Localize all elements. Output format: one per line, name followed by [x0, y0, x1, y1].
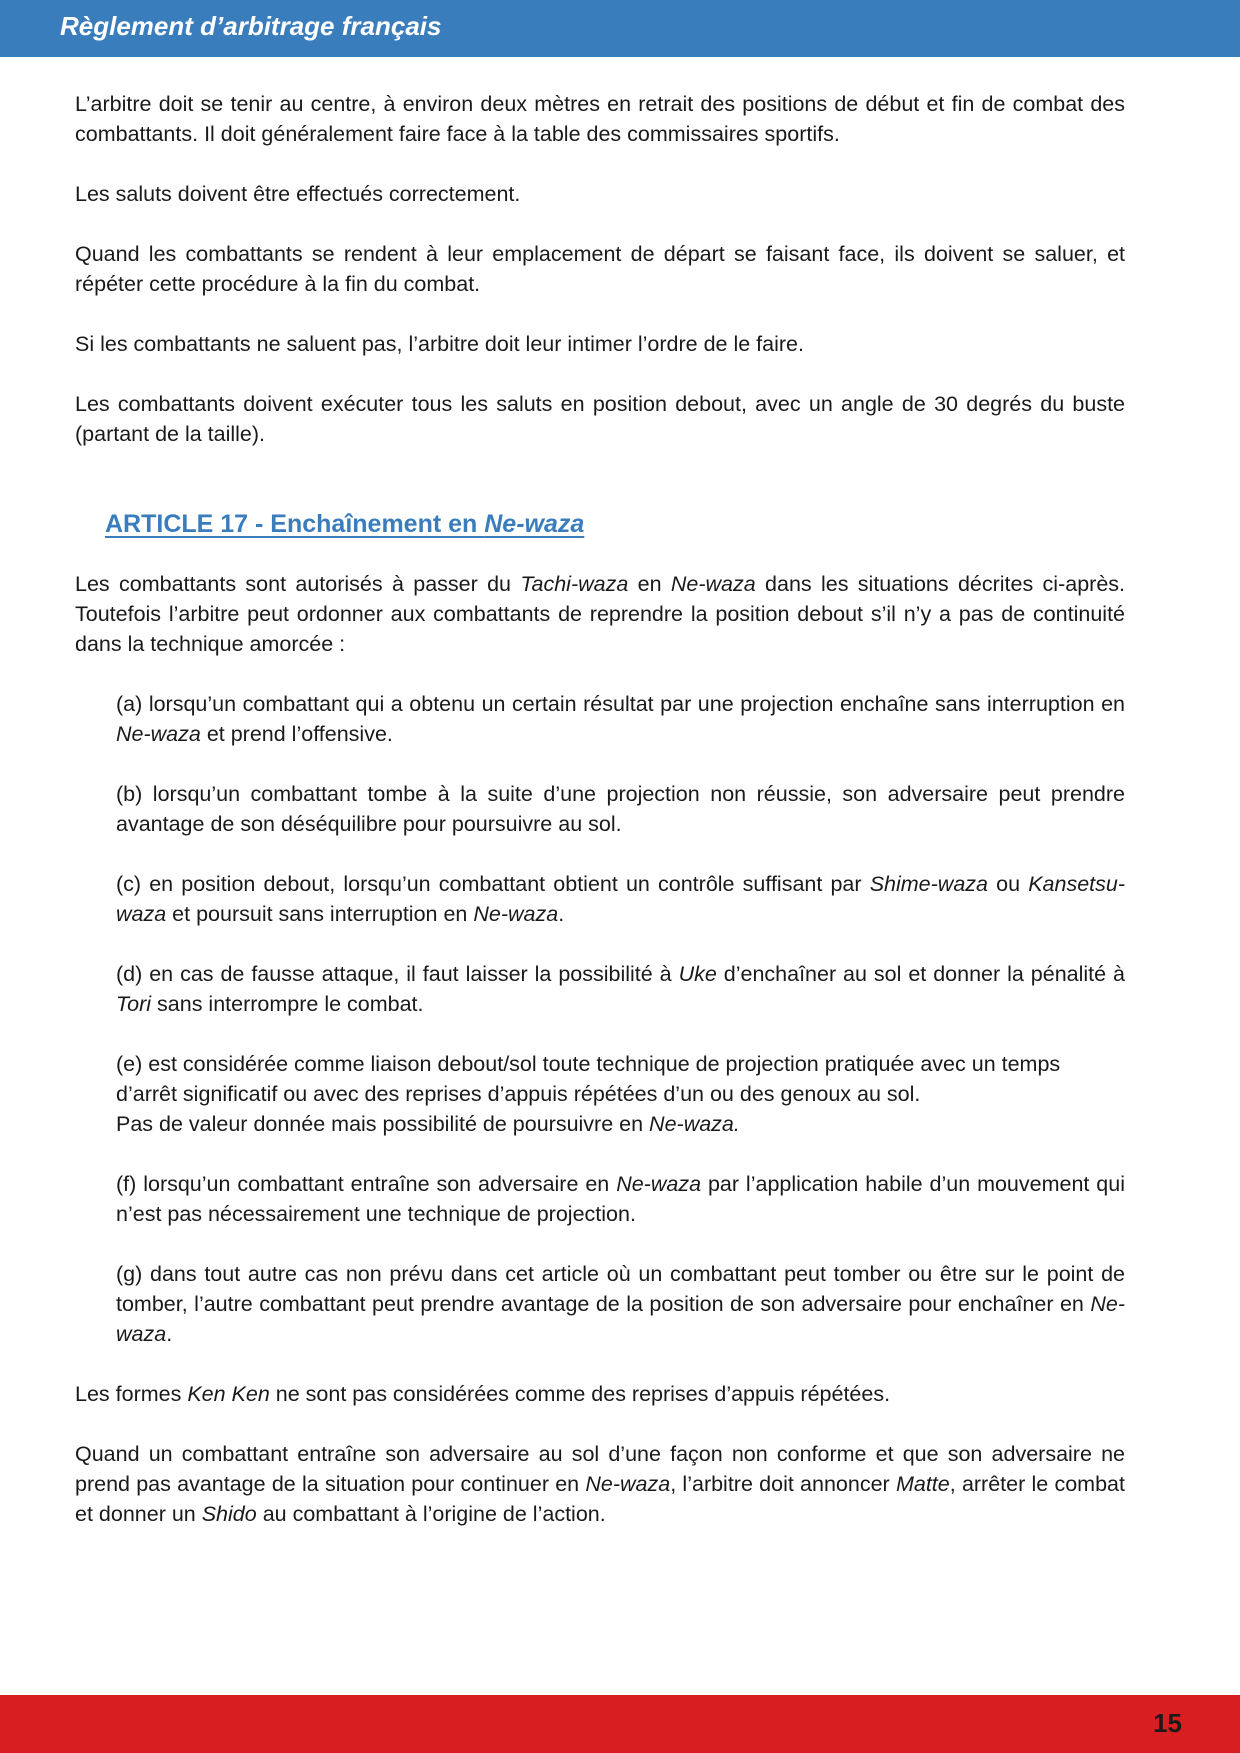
document-title: Règlement d’arbitrage français — [60, 11, 442, 41]
paragraph-salute-procedure: Quand les combattants se rendent à leur emplacement de départ se faisant face, ils doivent se saluer, et répéter cette procédure à la fin du combat. — [75, 242, 1125, 296]
article-items — [116, 689, 1125, 1349]
paragraph-salute-angle: Les combattants doivent exécuter tous les saluts en position debout, avec un angle de 30 degrés du buste (partant de la taille). — [75, 392, 1125, 446]
paragraph-salutes: Les saluts doivent être effectués correctement. — [75, 182, 521, 206]
article-intro: Les combattants sont autorisés à passer du Tachi-waza en Ne-waza dans les situations décrites ci-après. Toutefois l’arbitre peut ordonner aux combattants de reprendre la position debout s’il n’y a pas de continuité dans la technique amorcée : — [75, 572, 1126, 656]
article-heading-prefix: ARTICLE 17 - Enchaînement en — [105, 510, 485, 538]
paragraph-referee-position: L’arbitre doit se tenir au centre, à environ deux mètres en retrait des positions de début et fin de combat des combattants. Il doit généralement faire face à la table des commissaires sportifs. — [75, 92, 1125, 146]
page-header — [0, 0, 1240, 57]
article-heading-term: Ne-waza — [484, 510, 585, 538]
list-item-a: (a) lorsqu’un combattant qui a obtenu un certain résultat par une projection enchaîne sans interruption en Ne-waza et prend l’offensive. — [116, 692, 1125, 746]
list-item-d: (d) en cas de fausse attaque, il faut laisser la possibilité à Uke d’enchaîner au sol et donner la pénalité à Tori sans interrompre le combat. — [116, 962, 1125, 1016]
page-content — [75, 89, 1125, 1529]
paragraph-closing: Quand un combattant entraîne son adversaire au sol d’une façon non conforme et que son adversaire ne prend pas avantage de la situation pour continuer en Ne-waza, l’arbitre doit annoncer Matte, arrêter le combat et donner un Shido au combattant à l’origine de l’action. — [75, 1442, 1125, 1526]
list-item-g: (g) dans tout autre cas non prévu dans cet article où un combattant peut tomber ou être sur le point de tomber, l’autre combattant peut prendre avantage de la position de son adversaire pour enchaîner en Ne-waza. — [116, 1262, 1125, 1346]
list-item-f: (f) lorsqu’un combattant entraîne son adversaire en Ne-waza par l’application habile d’un mouvement qui n’est pas nécessairement une technique de projection. — [116, 1172, 1126, 1226]
page-number: 15 — [1153, 1708, 1182, 1738]
paragraph-ken-ken: Les formes Ken Ken ne sont pas considérées comme des reprises d’appuis répétées. — [75, 1382, 891, 1406]
page-footer — [0, 1695, 1240, 1753]
list-item-e: (e) est considérée comme liaison debout/sol toute technique de projection pratiquée avec un temps d’arrêt significatif ou avec des reprises d’appuis répétées d’un ou des genoux au sol. Pas de valeur donnée mais possibilité de poursuivre en Ne-waza. — [116, 1052, 1061, 1136]
paragraph-salute-order: Si les combattants ne saluent pas, l’arbitre doit leur intimer l’ordre de le faire. — [75, 332, 804, 356]
list-item-b: (b) lorsqu’un combattant tombe à la suite d’une projection non réussie, son adversaire peut prendre avantage de son déséquilibre pour poursuivre au sol. — [116, 782, 1125, 836]
list-item-c: (c) en position debout, lorsqu’un combattant obtient un contrôle suffisant par Shime-waza ou Kansetsu-waza et poursuit sans interruption en Ne-waza. — [116, 872, 1125, 926]
article-heading — [105, 509, 1125, 539]
